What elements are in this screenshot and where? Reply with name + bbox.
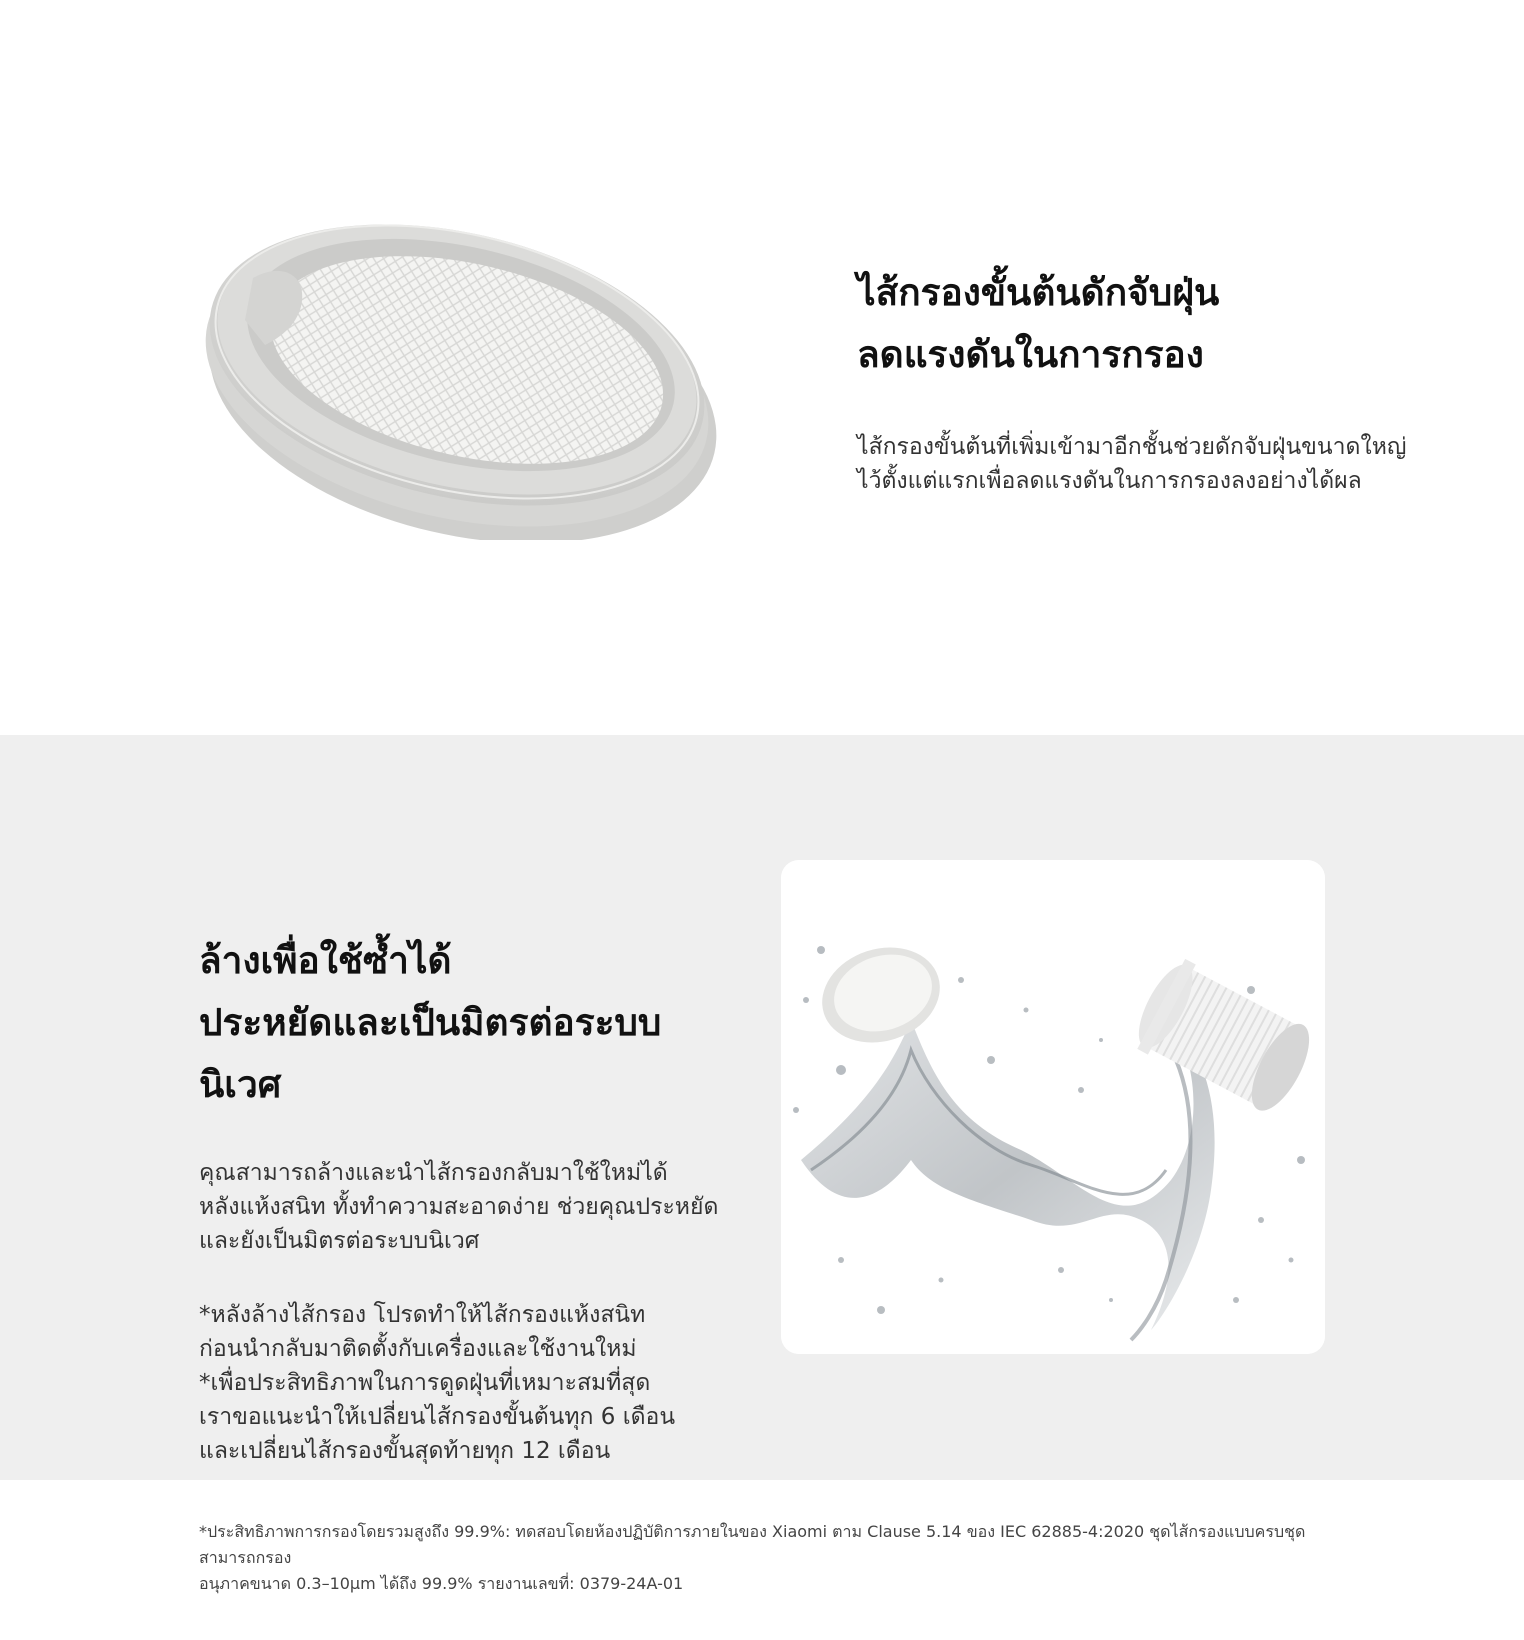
footnote-disclaimer xyxy=(199,1519,1329,1597)
note-line-2: ก่อนนำกลับมาติดตั้งกับเครื่องและใช้งานใหม่ xyxy=(199,1336,637,1362)
headline-line-1: ไส้กรองขั้นต้นดักจับฝุ่น xyxy=(857,271,1220,314)
filter-feature-description xyxy=(857,430,1457,498)
headline-line-1: ล้างเพื่อใช้ซ้ำได้ xyxy=(199,939,452,982)
description-line-2: หลังแห้งสนิท ทั้งทำความสะอาดง่าย ช่วยคุณประหยัด xyxy=(199,1194,719,1220)
filter-feature-section xyxy=(0,0,1524,735)
washable-feature-description xyxy=(199,1156,739,1258)
washable-feature-notes xyxy=(199,1298,739,1468)
note-line-4: เราขอแนะนำให้เปลี่ยนไส้กรองขั้นต้นทุก 6 เดือน xyxy=(199,1404,676,1430)
description-line-1: ไส้กรองขั้นต้นที่เพิ่มเข้ามาอีกชั้นช่วยดักจับฝุ่นขนาดใหญ่ xyxy=(857,434,1407,460)
note-line-1: *หลังล้างไส้กรอง โปรดทำให้ไส้กรองแห้งสนิท xyxy=(199,1302,646,1328)
headline-line-2: ประหยัดและเป็นมิตรต่อระบบนิเวศ xyxy=(199,1001,662,1106)
note-line-5: และเปลี่ยนไส้กรองขั้นสุดท้ายทุก 12 เดือน xyxy=(199,1438,611,1464)
washable-feature-headline xyxy=(199,930,739,1116)
description-line-1: คุณสามารถล้างและนำไส้กรองกลับมาใช้ใหม่ได้ xyxy=(199,1160,668,1186)
footnote-line-1: *ประสิทธิภาพการกรองโดยรวมสูงถึง 99.9%: ทดสอบโดยห้องปฏิบัติการภายในของ Xiaomi ตาม Clause 5.14 ของ IEC 62885-4:2020 ชุดไส้กรองแบบครบชุดสามารถกรอง xyxy=(199,1522,1306,1567)
note-line-3: *เพื่อประสิทธิภาพในการดูดฝุ่นที่เหมาะสมที่สุด xyxy=(199,1370,651,1396)
primary-filter-icon xyxy=(195,190,735,540)
water-splash-filters-icon xyxy=(781,860,1325,1354)
primary-filter-image xyxy=(195,190,735,540)
water-splash-image xyxy=(781,860,1325,1354)
filter-feature-text xyxy=(857,262,1457,498)
headline-line-2: ลดแรงดันในการกรอง xyxy=(857,333,1204,376)
description-line-3: และยังเป็นมิตรต่อระบบนิเวศ xyxy=(199,1228,480,1254)
footnote-line-2: อนุภาคขนาด 0.3–10μm ได้ถึง 99.9% รายงานเลขที่: 0379-24A-01 xyxy=(199,1574,684,1593)
filter-feature-headline xyxy=(857,262,1457,386)
description-line-2: ไว้ตั้งแต่แรกเพื่อลดแรงดันในการกรองลงอย่างได้ผล xyxy=(857,468,1362,494)
washable-feature-text xyxy=(199,930,739,1468)
